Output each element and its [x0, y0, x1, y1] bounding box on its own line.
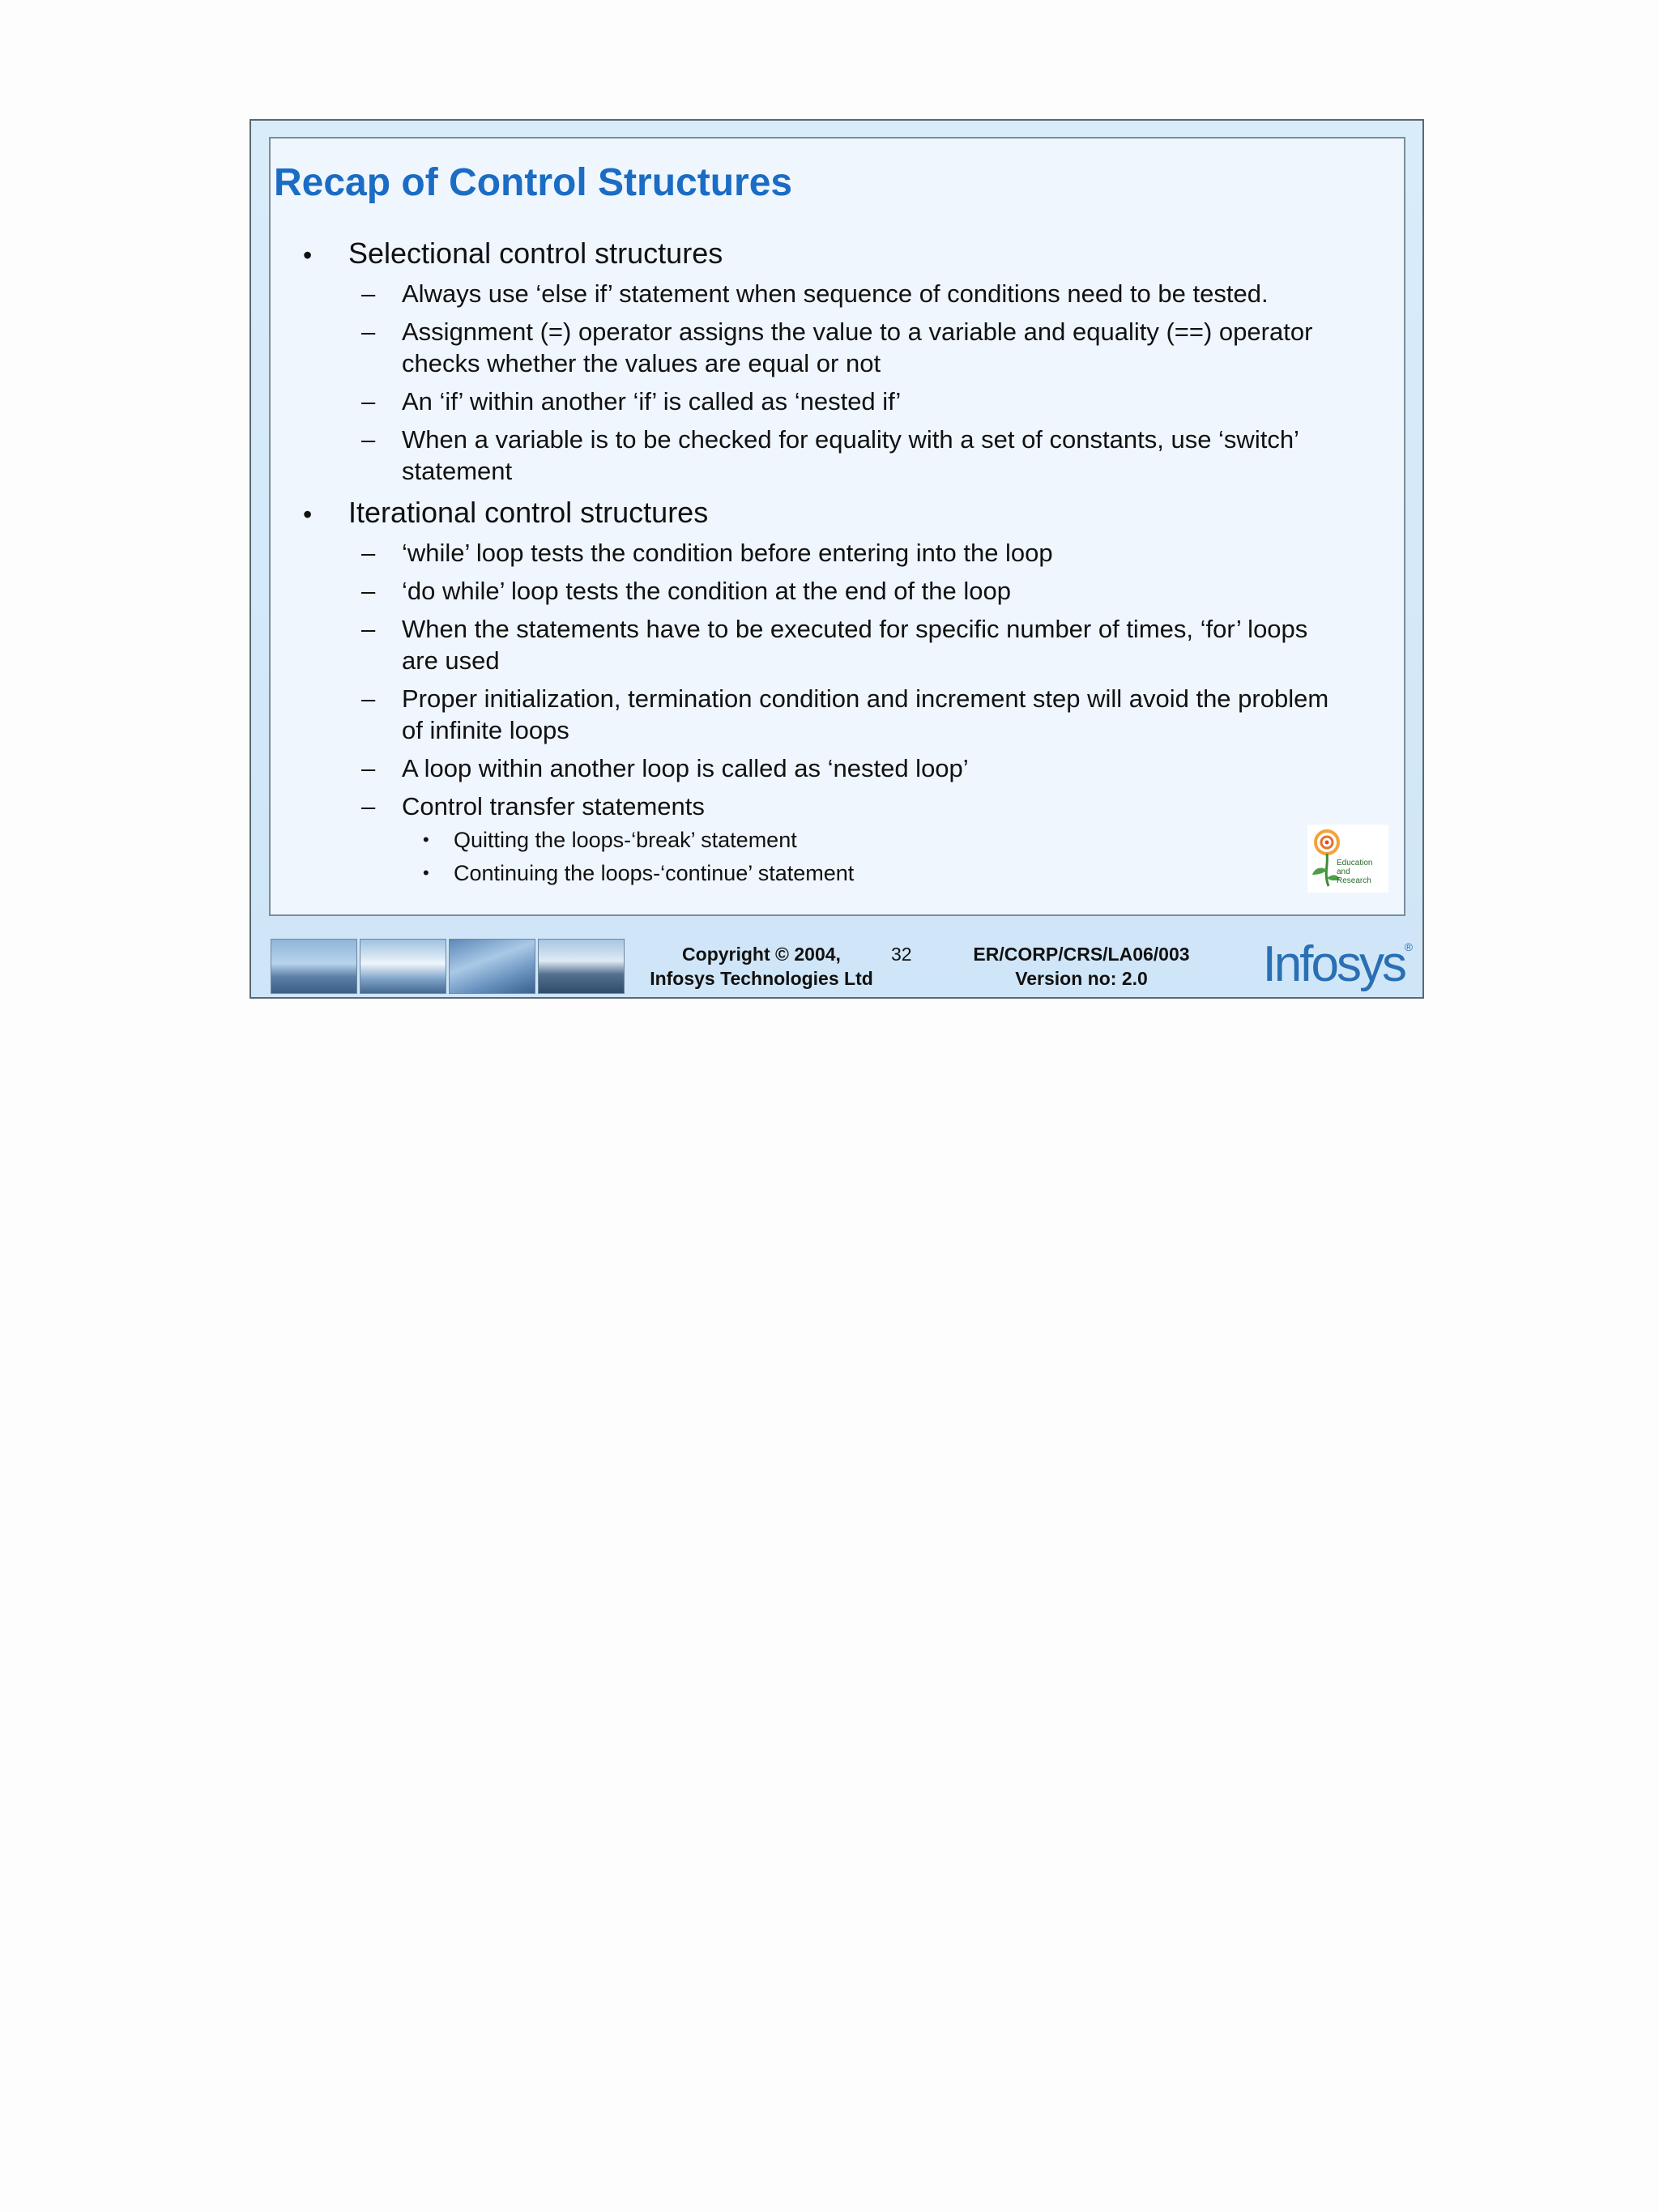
dash-marker: –	[361, 425, 376, 454]
footer-copyright-line1: Copyright © 2004,	[682, 944, 841, 965]
education-research-text	[1337, 859, 1372, 885]
list-item: Always use ‘else if’ statement when sequence of conditions need to be tested.	[402, 279, 1269, 308]
sub-list-item: Quitting the loops-‘break’ statement	[454, 828, 797, 852]
sub-list-item: Continuing the loops-‘continue’ statement	[454, 861, 855, 885]
list-item: ‘do while’ loop tests the condition at the end of the loop	[402, 577, 1011, 605]
list-item-continuation: checks whether the values are equal or not	[402, 349, 881, 377]
slide-frame	[249, 119, 1424, 999]
list-item: ‘while’ loop tests the condition before entering into the loop	[402, 539, 1053, 567]
list-item: When the statements have to be executed for specific number of times, ‘for’ loops	[402, 615, 1308, 643]
section-heading-iterational: Iterational control structures	[348, 496, 709, 529]
dash-marker: –	[361, 754, 376, 782]
logo-line: Research	[1337, 876, 1371, 885]
footer-doc-code: ER/CORP/CRS/LA06/003	[973, 944, 1190, 965]
section-heading-selectional: Selectional control structures	[348, 237, 723, 270]
list-item-continuation: statement	[402, 457, 513, 485]
sub-bullet-marker: •	[423, 829, 429, 850]
list-item: A loop within another loop is called as ‘nested loop’	[402, 754, 969, 782]
sub-bullet-marker: •	[423, 863, 429, 883]
footer-photo-4	[538, 939, 625, 994]
bullet-marker: •	[303, 500, 313, 529]
registered-mark: ®	[1404, 940, 1413, 953]
list-item: Control transfer statements	[402, 792, 705, 820]
dash-marker: –	[361, 539, 376, 567]
slide-footer	[251, 931, 1422, 997]
infosys-logo: Infosys	[1262, 936, 1405, 992]
list-item-continuation: of infinite loops	[402, 716, 569, 744]
dash-marker: –	[361, 387, 376, 416]
list-item-continuation: are used	[402, 646, 500, 675]
footer-photo-2	[360, 939, 446, 994]
slide-title: Recap of Control Structures	[274, 161, 793, 204]
dash-marker: –	[361, 615, 376, 643]
footer-copyright-line2: Infosys Technologies Ltd	[650, 968, 873, 989]
footer-version: Version no: 2.0	[1015, 968, 1148, 989]
dash-marker: –	[361, 279, 376, 308]
logo-line: Education	[1337, 859, 1373, 867]
dash-marker: –	[361, 318, 376, 346]
logo-line: and	[1337, 867, 1350, 876]
list-item: An ‘if’ within another ‘if’ is called as ‘nested if’	[402, 387, 902, 416]
dash-marker: –	[361, 684, 376, 713]
page-number: 32	[891, 944, 912, 965]
list-item: Assignment (=) operator assigns the value to a variable and equality (==) operator	[402, 318, 1313, 346]
content-panel	[269, 137, 1405, 916]
dash-marker: –	[361, 577, 376, 605]
footer-photo-1	[271, 939, 357, 994]
footer-photo-3	[449, 939, 535, 994]
dash-marker: –	[361, 792, 376, 820]
list-item: When a variable is to be checked for equality with a set of constants, use ‘switch’	[402, 425, 1299, 454]
education-research-logo	[1307, 825, 1388, 893]
list-item: Proper initialization, termination condition and increment step will avoid the problem	[402, 684, 1329, 713]
bullet-marker: •	[303, 241, 313, 270]
